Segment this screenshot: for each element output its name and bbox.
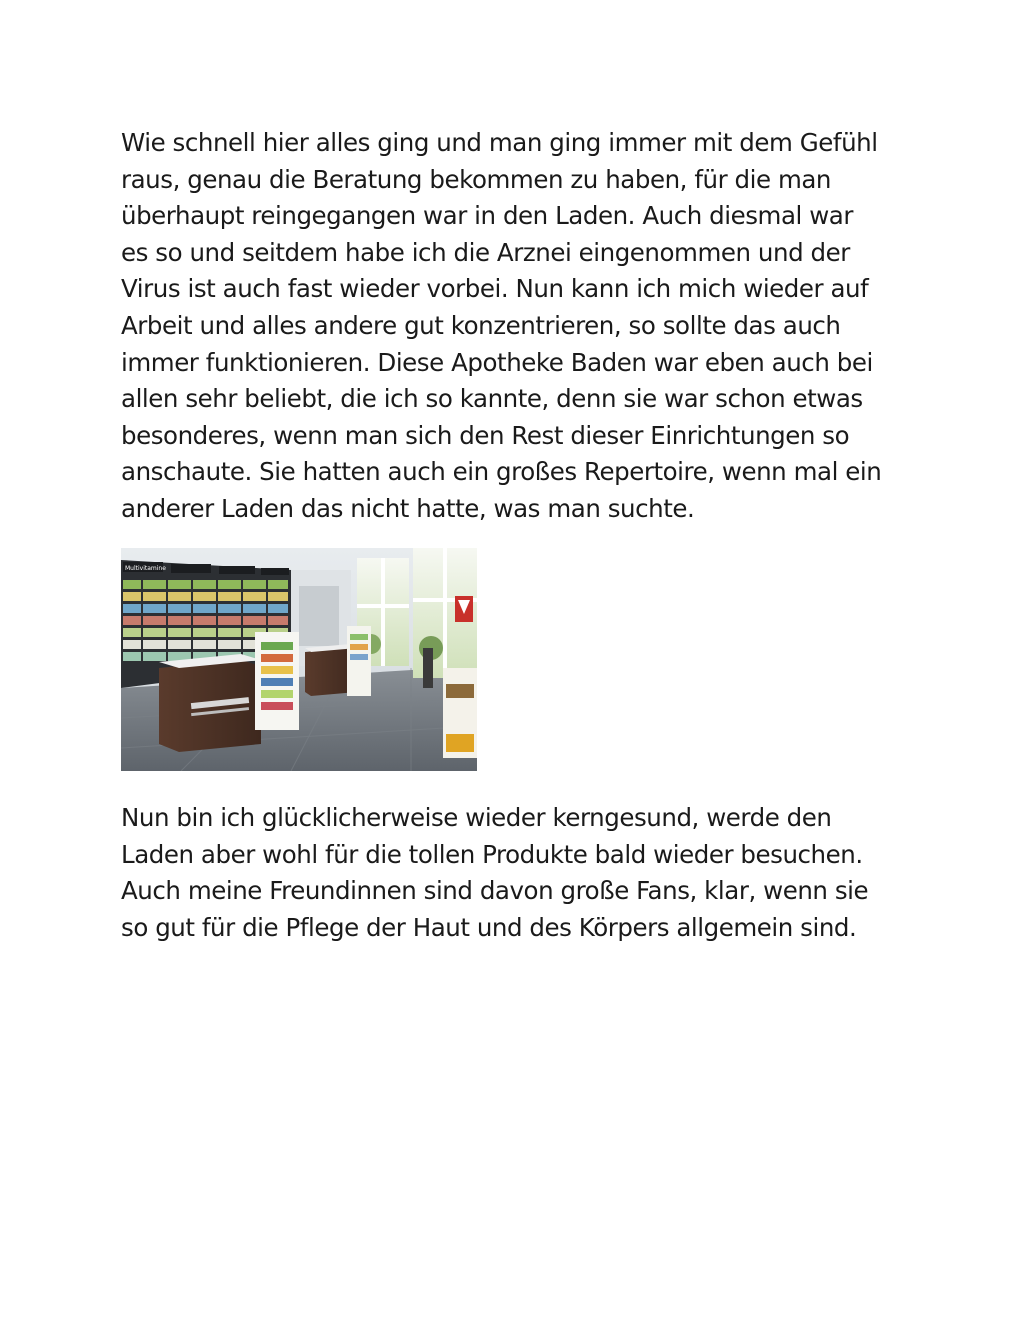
text-line: Arbeit und alles andere gut konzentrieren, so sollte das auch: [121, 310, 841, 340]
text-line: besonderes, wenn man sich den Rest dieser Einrichtungen so: [121, 420, 850, 450]
text-line: anderer Laden das nicht hatte, was man suchte.: [121, 493, 695, 523]
text-line: es so und seitdem habe ich die Arznei eingenommen und der: [121, 237, 850, 267]
text-line: immer funktionieren. Diese Apotheke Baden war eben auch bei: [121, 347, 873, 377]
text-line: anschaute. Sie hatten auch ein großes Repertoire, wenn mal ein: [121, 457, 882, 487]
paragraph-1: [121, 125, 911, 528]
text-line: Wie schnell hier alles ging und man ging immer mit dem Gefühl: [121, 128, 878, 157]
shelf-sign: Multivitamine: [125, 565, 166, 572]
pharmacy-interior-photo: [121, 548, 477, 771]
text-line: Virus ist auch fast wieder vorbei. Nun kann ich mich wieder auf: [121, 274, 869, 304]
text-line: Auch meine Freundinnen sind davon große Fans, klar, wenn sie: [121, 876, 869, 906]
text-line: überhaupt reingegangen war in den Laden. Auch diesmal war: [121, 201, 853, 231]
text-line: so gut für die Pflege der Haut und des Körpers allgemein sind.: [121, 912, 857, 942]
text-line: Laden aber wohl für die tollen Produkte bald wieder besuchen.: [121, 839, 863, 869]
text-line: raus, genau die Beratung bekommen zu haben, für die man: [121, 164, 832, 194]
text-line: Nun bin ich glücklicherweise wieder kerngesund, werde den: [121, 803, 832, 832]
paragraph-2: [121, 800, 911, 946]
text-line: allen sehr beliebt, die ich so kannte, denn sie war schon etwas: [121, 384, 863, 414]
